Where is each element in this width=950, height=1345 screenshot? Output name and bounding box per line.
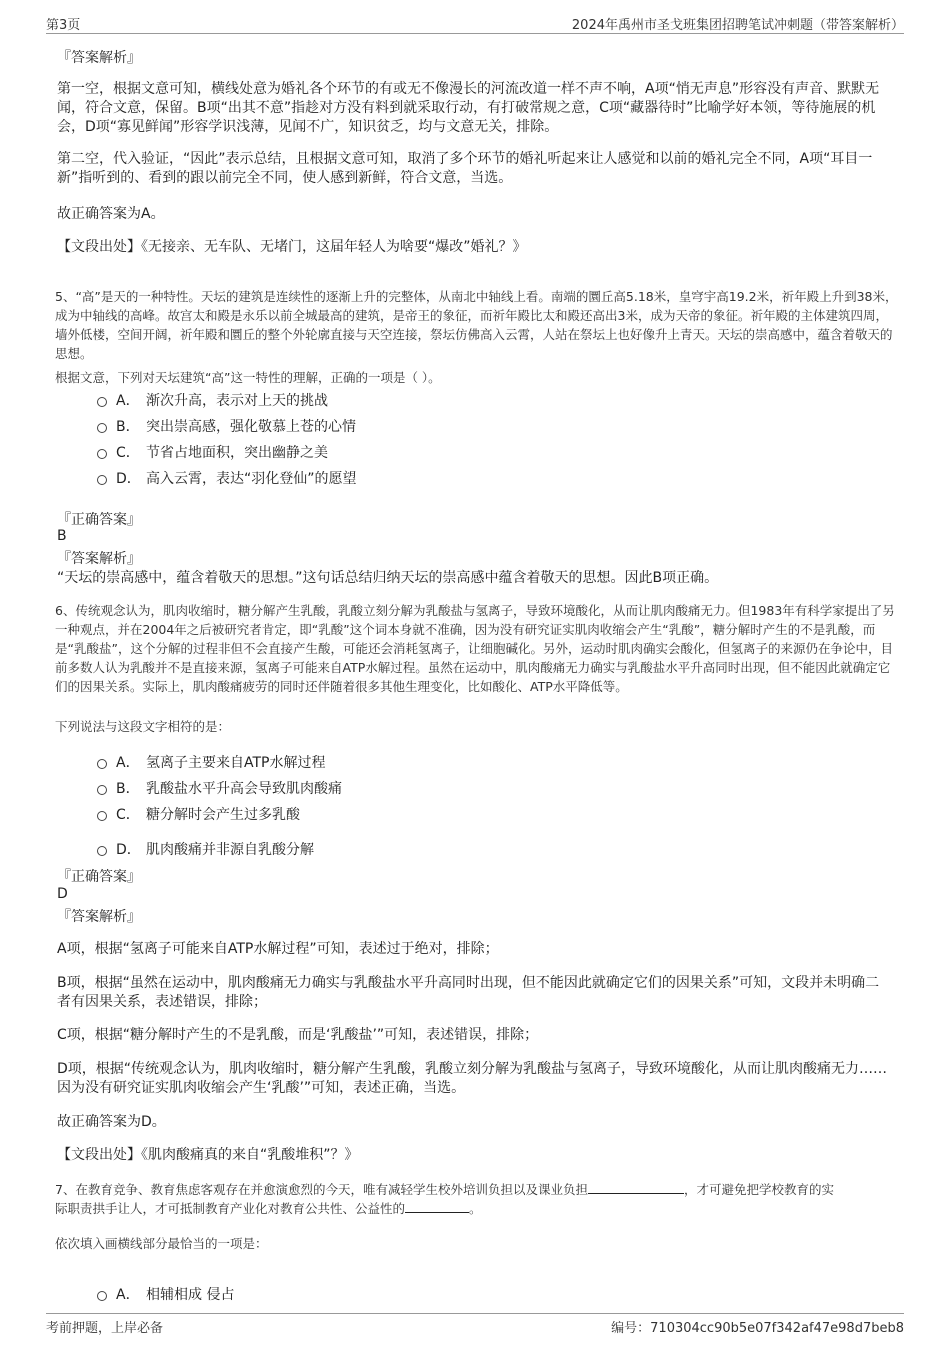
q5-analysis-label: 『答案解析』 (57, 551, 141, 567)
radio-icon[interactable] (97, 449, 107, 459)
q6-analysis-a: A项，根据“氢离子可能来自ATP水解过程”可知，表述过于绝对，排除； (57, 941, 499, 957)
q5-question-text: 5、“高”是天的一种特性。天坛的建筑是连续性的逐渐上升的完整体，从南北中轴线上看。南端的圜丘高5.18米，皇穹宇高19.2米，祈年殿上升到38米，成为中轴线的高峰。故宫太和殿是永乐以前全城最高的建筑，是帝王的象征，而祈年殿比太和殿还高出3米，成为天帝的象征。祈年殿的主体建筑四周，墙外低楼，空间开阔，祈年殿和圜丘的整个外轮廓直接与天空连接，祭坛仿佛高入云霄，人站在祭坛上也好像升上青天。天坛的崇高感中，蕴含着敬天的思想。 (55, 289, 898, 361)
header-divider (46, 33, 904, 34)
q4-analysis-label: 『答案解析』 (57, 50, 141, 66)
q4-analysis-para1: 第一空，根据文意可知，横线处意为婚礼各个环节的有或无不像漫长的河流改道一样不声不响，A项“悄无声息”形容没有声音、默默无闻，符合文意，保留。B项“出其不意”指趁对方没有料到就采取行动，有打破常规之意，C项“藏器待时”比喻学好本领，等待施展的机会，D项“寡见鲜闻”形容学识浅薄，见闻不广，知识贫乏，均与文意无关，排除。 (57, 81, 880, 135)
q6-conclusion: 故正确答案为D。 (57, 1114, 166, 1130)
q5-option-b[interactable]: B． 突出崇高感，强化敬慕上苍的心情 (97, 416, 356, 436)
q6-question-text: 6、传统观念认为，肌肉收缩时，糖分解产生乳酸，乳酸立刻分解为乳酸盐与氢离子，导致环境酸化，从而让肌肉酸痛无力。但1983年有科学家提出了另一种观点，并在2004年之后被研究者肯定，即“乳酸”这个词本身就不准确，因为没有研究证实肌肉收缩会产生“乳酸”，糖分解时产生的不是乳酸，而是“乳酸盐”，这个分解的过程非但不会直接产生酸，可能还会消耗氢离子，让细胞碱化。另外，运动时肌肉确实会酸化，但氢离子的来源仍在争论中，目前多数人认为乳酸并不是直接来源，氢离子可能来自ATP水解过程。虽然在运动中，肌肉酸痛无力确实与乳酸盐水平升高同时出现，但不能因此就确定它们的因果关系。实际上，肌肉酸痛疲劳的同时还伴随着很多其他生理变化，比如酸化、ATP水平降低等。 (55, 603, 895, 694)
q7-prompt: 依次填入画横线部分最恰当的一项是： (55, 1236, 268, 1251)
footer-divider (46, 1313, 904, 1314)
q5-option-c[interactable]: C． 节省占地面积，突出幽静之美 (97, 442, 328, 462)
q6-answer-label: 『正确答案』 (57, 869, 141, 885)
radio-icon[interactable] (97, 1291, 107, 1301)
q5-answer-label: 『正确答案』 (57, 512, 141, 528)
q6-analysis-b: B项，根据“虽然在运动中，肌肉酸痛无力确实与乳酸盐水平升高同时出现，但不能因此就确定它们的因果关系”可知，文段并未明确二者有因果关系，表述错误，排除； (57, 975, 880, 1010)
q6-analysis-d: D项，根据“传统观念认为，肌肉收缩时，糖分解产生乳酸，乳酸立刻分解为乳酸盐与氢离子，导致环境酸化，从而让肌肉酸痛无力……因为没有研究证实肌肉收缩会产生‘乳酸’”可知，表述正确，当选。 (57, 1061, 888, 1096)
q7-option-a[interactable]: A． 相辅相成 侵占 (97, 1284, 234, 1304)
q6-option-d[interactable]: D． 肌肉酸痛并非源自乳酸分解 (97, 839, 314, 859)
radio-icon[interactable] (97, 423, 107, 433)
q4-conclusion: 故正确答案为A。 (57, 206, 165, 222)
q6-option-a[interactable]: A． 氢离子主要来自ATP水解过程 (97, 752, 325, 772)
radio-icon[interactable] (97, 397, 107, 407)
page-number: 第3页 (46, 18, 81, 33)
q4-analysis-para2: 第二空，代入验证，“因此”表示总结，且根据文意可知，取消了多个环节的婚礼听起来让人感觉和以前的婚礼完全不同，A项“耳目一新”指听到的、看到的跟以前完全不同，使人感到新鲜，符合文意，当选。 (57, 151, 873, 186)
q6-prompt: 下列说法与这段文字相符的是： (55, 719, 231, 734)
q6-analysis-c: C项，根据“糖分解时产生的不是乳酸，而是‘乳酸盐’”可知，表述错误，排除； (57, 1027, 539, 1043)
radio-icon[interactable] (97, 759, 107, 769)
q6-answer: D (57, 886, 68, 902)
fill-blank-1 (588, 1180, 684, 1194)
document-title: 2024年禹州市圣戈班集团招聘笔试冲刺题（带答案解析） (571, 18, 904, 33)
radio-icon[interactable] (97, 475, 107, 485)
q6-analysis-label: 『答案解析』 (57, 909, 141, 925)
q6-option-c[interactable]: C． 糖分解时会产生过多乳酸 (97, 804, 300, 824)
q5-option-a[interactable]: A． 渐次升高，表示对上天的挑战 (97, 390, 328, 410)
q5-prompt: 根据文意，下列对天坛建筑“高”这一特性的理解，正确的一项是（ ）。 (55, 370, 441, 385)
q4-source: 【文段出处】《无接亲、无车队、无堵门，这届年轻人为啥要“爆改”婚礼？》 (57, 239, 527, 255)
q6-source: 【文段出处】《肌肉酸痛真的来自“乳酸堆积”？》 (57, 1147, 359, 1163)
q5-answer: B (57, 528, 67, 544)
q7-question-text: 7、在教育竞争、教育焦虑客观存在并愈演愈烈的今天，唯有减轻学生校外培训负担以及课业负担 ，才可避免把学校教育的实 际职责拱手让人，才可抵制教育产业化对教育公共性、公益性的 。 (55, 1182, 834, 1216)
q5-option-d[interactable]: D． 高入云霄，表达“羽化登仙”的愿望 (97, 468, 357, 488)
radio-icon[interactable] (97, 785, 107, 795)
fill-blank-2 (405, 1199, 469, 1213)
footer-slogan: 考前押题，上岸必备 (46, 1321, 164, 1336)
footer-code: 编号：710304cc90b5e07f342af47e98d7beb8 (611, 1321, 904, 1336)
q6-option-b[interactable]: B． 乳酸盐水平升高会导致肌肉酸痛 (97, 778, 342, 798)
q5-analysis: “天坛的崇高感中，蕴含着敬天的思想。”这句话总结归纳天坛的崇高感中蕴含着敬天的思想。因此B项正确。 (57, 570, 719, 586)
radio-icon[interactable] (97, 811, 107, 821)
radio-icon[interactable] (97, 846, 107, 856)
